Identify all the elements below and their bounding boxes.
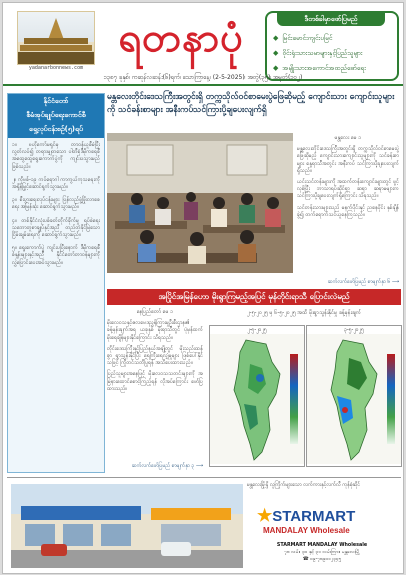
lead-paragraph: ယင်းသင်တန်းများကို အထက်တန်းကျောင်းများတွင် ဖွင့်လှစ်ပြီး ဘာသာရပ်ဆိုင်ရာ ဆရာ ဆရာမများက သင်ကြားပို့ချပေးလျက်ရှိကြောင်း သိရသည်။: [297, 179, 399, 200]
map-title: ၂-၅-၂၀၂၅: [247, 327, 267, 333]
left-column-paragraph: ၄။ တစ်နိုင်ငံလုံးပစ်ခတ်တိုက်ခိုက်မှု ရပ်စဲရေးသဘောတူစာချုပ်နှင့်အညီ တည်တံ့ခိုင်မြဲသော ငြိမ်းချမ်းရေးကို ဆောင်ရွက်သွားမည်။: [12, 217, 100, 239]
left-column-paragraph: ၁။ ဗဟိုကော်မရှင်မှ တာဝန်ယူစီမံပြီး လွတ်လပ်၍ တရားမျှတသော ပါတီစုံဒီမိုကရေစီ အထွေထွေရွေးကောက်ပွဲကို ကျင်းပသွားမည်ဖြစ်သည်။: [12, 142, 100, 170]
story2-banner-headline[interactable]: အပြိုင်အမြန်ဟော မိုးရွာကြမည့်အပြင် မုန်တိုင်းရာသီ ပြောင်းလဲမည်: [107, 289, 401, 305]
story2-paragraph: တိုင်းဒေသကြီးနှင့်ပြည်နယ်အချို့တွင် မိုးသည်းထန်စွာ ရွာသွန်းနိုင်ပြီး ရေကြီးရေလျှံမှုများ ဖြစ်ပေါ်နိုင်သဖြင့် ကြိုတင်သတိပြုရန် အသိပေးထားသည်။: [107, 345, 203, 367]
left-column-paragraph: ၅။ ရွေးကောက်ပွဲ ကျင်းပပြီးနောက် ဒီမိုကရေစီစံနှုန်းများနှင့်အညီ နိုင်ငံတော်တာဝန်များကို လွှဲပြောင်းပေးအပ်သွားမည်။: [12, 245, 100, 266]
rainfall-map-left: [209, 325, 305, 467]
diamond-bullet-icon: ◆: [273, 49, 279, 57]
left-column-body: [8, 138, 104, 277]
lead-article-text: [297, 135, 399, 285]
story2-continue-link[interactable]: ဆက်လက်ဖော်ပြမည် စာမျက်နှာ ၃ ⟶: [131, 463, 203, 469]
newspaper-page: [2, 2, 404, 574]
rainfall-map-right: [306, 325, 402, 467]
masthead-divider: [3, 84, 403, 86]
pagoda-logo-image: [17, 11, 95, 65]
ad-address: STARMART MANDALAY Wholesale ၇၈ လမ်း၊ ၃၀ နှင့် ၃၁ လမ်းကြား၊ မန္တလေးမြို့ ☎ ၀၉-၇၈၉၀၁၂၃၄၅: [247, 542, 397, 568]
left-column-paragraph: ၃။ စီးပွားရေးလုပ်ငန်းများ ပြန်လည်ဖွံ့ဖြိုးလာစေရေး အမြန်ဆုံး ဆောင်ရွက်သွားမည်။: [12, 197, 100, 211]
website-caption[interactable]: yadanarbonnews.com: [28, 65, 84, 71]
starmart-subtitle: MANDALAY Wholesale: [263, 526, 350, 535]
lead-place: မန္တလေး မေ ၁: [334, 135, 362, 141]
lead-headline[interactable]: မန္တလေးတိုင်းဒေသကြီးအတွင်းရှိ တက္ကသိုလ်ဝင်စာမေးပွဲဖြေဆိုမည့် ကျောင်းသား ကျောင်းသူများကို သင်ခန်းစာများ အနီးကပ်သင်ကြားပို့ချပေးလျက်ရှိ: [107, 92, 395, 115]
starmart-brand: ★STARMART: [257, 506, 356, 525]
store-photo: [11, 484, 243, 568]
map-caption: ၂-၅-၂၀၂၅ မှ ၆-၅-၂၀၂၅ အထိ မိုးရွာသွန်းနိုင်မှု ခန့်မှန်းချက်: [246, 310, 362, 316]
map-title: ၃-၅-၂၀၂၅: [344, 327, 364, 333]
story2-place: နေပြည်တော် မေ ၁: [136, 309, 174, 315]
newspaper-title: ရတနာပုံ: [118, 14, 244, 61]
diamond-bullet-icon: ◆: [273, 34, 279, 42]
story2-paragraph: မိုးလေဝသနှင့်ဇလဗေဒညွှန်ကြားမှုဦးစီးဌာန၏ ခန့်မှန်းချက်အရ ယခုနှစ် မိုးရာသီတွင် ပုံမှန်ထက် မိုးရေချိန်များနိုင်ကြောင်း သိရသည်။: [107, 320, 203, 341]
headline-item[interactable]: ◆ ဝိုင်းရုံးသားသမာများနှင့်ပြည်သူများ: [273, 49, 363, 57]
left-column-box: [7, 93, 105, 473]
left-column-paragraph: ၂။ ကိုဗစ်-၁၉ ကပ်ရောဂါ ကာကွယ်ကုသရေးကို အရှိန်မြှင့်ဆောင်ရွက်သွားမည်။: [12, 176, 100, 191]
story2-article-text: [107, 309, 203, 471]
dateline: ၁၃၈၇ ခုနှစ်၊ ကဆုန်လဆန်း(၆)ရက်၊ သောကြာနေ့၊ (2-5-2025)၊ အတွဲ(၃၅)၊ အမှတ်(၁၀၂): [103, 74, 303, 81]
headline-item[interactable]: ◆ မြင်းမောင်းကျင်းပမြင်: [273, 34, 333, 42]
lead-continue-link[interactable]: ဆက်လက်ဖော်ပြမည် စာမျက်နှာ ၆ ⟶: [327, 279, 399, 285]
headlines-box: [265, 11, 399, 81]
diamond-bullet-icon: ◆: [273, 64, 279, 72]
star-logo-icon: ★: [257, 506, 273, 525]
phone-number[interactable]: ☎ ၀၉-၇၈၉၀၁၂၃၄၅: [302, 557, 342, 562]
headline-item[interactable]: ◆ အမျိုးသားအကောင်အထည်ဖော်ရေး: [273, 64, 366, 72]
classroom-photo: [107, 133, 293, 273]
lead-paragraph: မန္တလေးတိုင်းဒေသကြီးအတွင်းရှိ တက္ကသိုလ်ဝင်စာမေးပွဲ ဖြေဆိုမည့် ကျောင်းသားကျောင်းသူများကို သင်ခန်းစာများ နွေရာသီအတွင်း အနီးကပ် သင်ကြားပို့ချပေးလျက်ရှိသည်။: [297, 146, 399, 174]
left-column-header: နိုင်ငံတော် စီမံအုပ်ချုပ်ရေးကောင်စီ ရှေ့လုပ်ငန်းစဉ်(၅)ရပ်: [8, 94, 104, 138]
masthead: [3, 3, 403, 85]
headlines-box-title: ဒီတစ်ခါမှာဖော်ပြမည်: [277, 12, 385, 26]
story2-paragraph: ပြည်သူများအနေဖြင့် မိုးလေဝသသတင်းများကို အမြဲနားထောင်စောင့်ကြည့်ရန် လိုအပ်ကြောင်း ဖော်ပြထားသည်။: [107, 371, 203, 392]
lead-paragraph: သင်တန်းသားများသည် မနက်ပိုင်းနှင့် ညနေပိုင်း နှစ်ချိန်ခွဲ၍ တက်ရောက်သင်ယူနေကြသည်။: [297, 204, 399, 218]
advertisement[interactable]: [7, 477, 401, 572]
ad-top-text: မန္တလေးမြို့ရှိ လူကြိုက်များသော လက်ကားနှင့်လက်လီ ကုန်စုံဆိုင်: [247, 482, 361, 488]
